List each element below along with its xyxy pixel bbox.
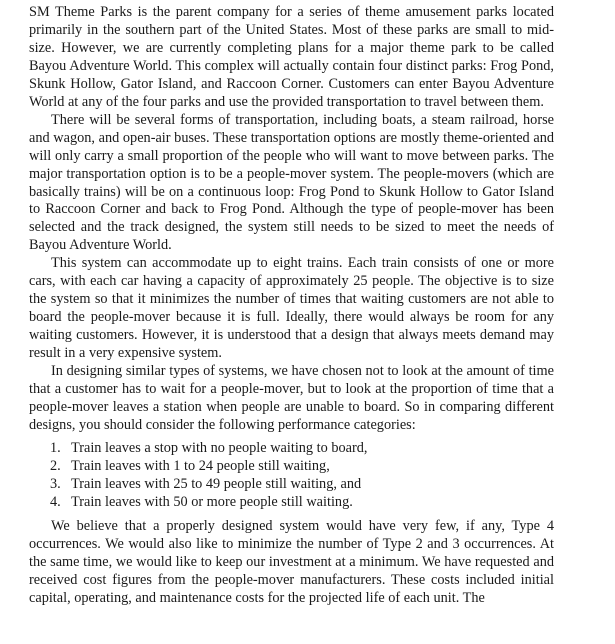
performance-category-list <box>29 440 554 512</box>
list-item-number: 4. <box>50 493 61 510</box>
paragraph-closing: We believe that a properly designed system would have very few, if any, Type 4 occurrences. We would also like to minimize the number of Type 2 and 3 occurrences. At the same time, we would like to keep our investment at a minimum. We have requested and received cost figures from the people-mover manufacturers. These costs included initial capital, operating, and maintenance costs for the projected life of each unit. The <box>29 517 554 606</box>
paragraph-intro: SM Theme Parks is the parent company for a series of theme amusement parks located primarily in the southern part of the United States. Most of these parks are small to mid-size. However, we are currently completing plans for a major theme park to be called Bayou Adventure World. This complex will actually contain four distinct parks: Frog Pond, Skunk Hollow, Gator Island, and Raccoon Corner. Customers can enter Bayou Adventure World at any of the four parks and use the provided transportation to travel between them. <box>29 4 554 110</box>
paragraph-transportation: There will be several forms of transportation, including boats, a steam railroad, horse and wagon, and open-air buses. These transportation options are mostly theme-oriented and will only carry a small proportion of the people who will want to move between parks. The major transportation option is to be a people-mover system. The people-movers (which are basically trains) will be on a continuous loop: Frog Pond to Skunk Hollow to Gator Island to Raccoon Corner and back to Frog Pond. Although the type of people-mover has been selected and the track designed, the system still needs to be sized to meet the needs of Bayou Adventure World. <box>29 111 554 254</box>
list-item <box>50 440 554 458</box>
list-item-number: 2. <box>50 457 61 474</box>
list-item-number: 1. <box>50 439 61 456</box>
list-item <box>50 476 554 494</box>
list-item-text: Train leaves with 25 to 49 people still waiting, and <box>71 475 362 492</box>
list-item-text: Train leaves with 1 to 24 people still waiting, <box>71 457 330 474</box>
document-page <box>29 4 554 607</box>
list-item-text: Train leaves with 50 or more people still waiting. <box>71 493 353 510</box>
list-item-number: 3. <box>50 475 61 492</box>
list-item <box>50 458 554 476</box>
paragraph-performance: In designing similar types of systems, we have chosen not to look at the amount of time that a customer has to wait for a people-mover, but to look at the proportion of time that a people-mover leaves a station when people are unable to board. So in comparing different designs, you should consider the following performance categories: <box>29 363 554 433</box>
list-item-text: Train leaves a stop with no people waiting to board, <box>71 439 368 456</box>
paragraph-system-capacity: This system can accommodate up to eight trains. Each train consists of one or more cars, with each car having a capacity of approximately 25 people. The objective is to size the system so that it minimizes the number of times that waiting customers are not able to board the people-mover because it is full. Ideally, there would always be room for any waiting customers. However, it is understood that a design that always meets demand may result in a very expensive system. <box>29 255 554 362</box>
list-item <box>50 494 554 512</box>
